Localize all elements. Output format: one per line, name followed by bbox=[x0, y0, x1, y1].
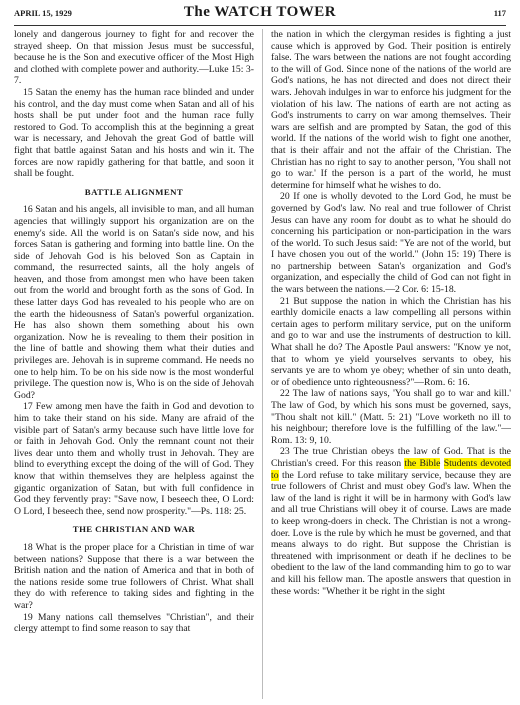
paragraph-with-highlight bbox=[271, 446, 511, 597]
paragraph: 20 If one is wholly devoted to the Lord God, he must be governed by God's law. No real and true follower of Christ Jesus can have any room for doubt as to what he should do concerning his participation or non-participation in the wars of the world. To such Jesus said: "Ye are not of the world, but I have chosen you out of the world." (John 15: 19) There is no partnership between Satan's organization and God's organization, and especially the child of God can not fight in the wars between the nations.—2 Cor. 6: 15-18. bbox=[271, 191, 511, 296]
column-divider bbox=[262, 29, 263, 699]
paragraph: 17 Few among men have the faith in God and devotion to him to take their stand on his side. Many are afraid of the visible part of Satan's army because such have little love for or faith in Jehovah God. Only the remnant count not their lives dear unto them and wholly trust in Jehovah. They are blind to everything except the doing of the will of God. They know that within themselves they are helpless against the gigantic organization of Satan, but with full confidence in God they fervently pray: "Save now, I beseech thee, O Lord: O Lord, I beseech thee, send now prosperity."—Ps. 118: 25. bbox=[14, 401, 254, 517]
issue-date: APRIL 15, 1929 bbox=[14, 8, 72, 18]
highlighted-text: Students devoted to bbox=[271, 457, 512, 481]
highlighted-text: the Bible bbox=[404, 457, 441, 469]
paragraph-text: the Lord refuse to take military service, because they are true followers of Christ and must obey God's law. When the law of the land is right it will be in harmony with God's law and all true Christians will obey it of course. Laws are made to keep wrong-doers in check. The Christian is not a wrong-doer. Love is the rule by which he must be governed, and that means always to do right. But suppose the Christian is threatened with imprisonment or death if he declines to be obedient to the law of the land commanding him to go to war and kill his fellow man. The apostle answers that question in these words: "Whether it be right in the sight bbox=[271, 469, 511, 597]
page-number: 117 bbox=[493, 8, 506, 18]
paragraph: 21 But suppose the nation in which the Christian has his earthly domicile enacts a law compelling all persons within certain ages to perform military service, put on the uniform and go to war and use the instruments of destruction to kill. What shall he do? The Apostle Paul answers: "Know ye not, that to whom ye yield yourselves servants to obey, his servants ye are to whom ye obey; whether of sin unto death, or of obedience unto righteousness?"—Rom. 6: 16. bbox=[271, 295, 511, 388]
page-header bbox=[14, 3, 506, 26]
paragraph: lonely and dangerous journey to fight for and recover the strayed sheep. On that mission Jesus must be successful, because he is the Son and executive officer of the Most High and clothed with complete power and authority.—Luke 15: 3-7. bbox=[14, 29, 254, 87]
paragraph: 22 The law of nations says, 'You shall go to war and kill.' The law of God, by which his sons must be governed, says, "Thou shalt not kill." (Matt. 5: 21) "Love worketh no ill to his neighbour; therefore love is the fulfilling of the law."—Rom. 13: 9, 10. bbox=[271, 388, 511, 446]
paragraph: 16 Satan and his angels, all invisible to man, and all human agencies that willingly support his organization are on the enemy's side. All the world is on Satan's side now, and his forces Satan is gathering and forming into battle line. On the side of Jehovah God is his beloved Son as Captain in command, the resurrected saints, all the holy angels of heaven, and those from amongst men who have been taken out from the world and brought forth as the sons of God. In these latter days God has revealed to his people who are on the earth the hideousness of Satan's powerful organization. He has also shown them something about his own organization. Now he is revealing to them their position in the line of battle and showing them what their duties and privileges are. Jehovah is in supreme command. He needs no one to help him. To be on his side now is the most wonderful privilege. The question now is, Who is on the side of Jehovah God? bbox=[14, 204, 254, 401]
section-heading: BATTLE ALIGNMENT bbox=[84, 186, 184, 197]
paragraph: 18 What is the proper place for a Christian in time of war between nations? Suppose that there is a war between the British nation and the nation of America and that in both of the nations reside some true followers of Christ. What shall they do with reference to taking sides and fighting in the war? bbox=[14, 541, 254, 611]
left-column bbox=[14, 29, 254, 635]
magazine-title: The WATCH TOWER bbox=[183, 4, 337, 20]
paragraph: 19 Many nations call themselves "Christian", and their clergy attempt to find some reason to say that bbox=[14, 611, 254, 635]
paragraph: 15 Satan the enemy has the human race blinded and under his control, and the day must come when Satan and all of his hosts shall be put under foot and the human race fully restored to God. To accomplish this at the beginning a great war is necessary, and Jehovah the great God of battle will fight that battle against Satan and his hosts and win it. The forces are now rapidly gathering for that battle, and soon it shall be fought. bbox=[14, 86, 254, 180]
section-heading: THE CHRISTIAN AND WAR bbox=[72, 524, 196, 535]
right-column bbox=[271, 29, 511, 597]
paragraph: the nation in which the clergyman resides is fighting a just cause which is approved by God. Their position is entirely false. The wars between the nations are not fought according to the will of God. Since none of the nations of the world are God's nations, he has not directed and does not direct their wars. Jehovah indulges in war to enforce his judgment for the violation of his law. The nations of earth are not acting as God's instruments to carry on war among themselves. Their wars are selfish and are prompted by Satan, the god of this world. If the nations of the world wish to fight one another, that is their affair and not the affair of the Christian. The Christian has no right to say to another person, 'You shall not go to war.' If the person is a part of the world, he must determine for himself what he wishes to do. bbox=[271, 29, 511, 191]
paragraph-text: 23 The true Christian obeys the law of God. That is the Christian's creed. For this reason bbox=[271, 446, 511, 469]
